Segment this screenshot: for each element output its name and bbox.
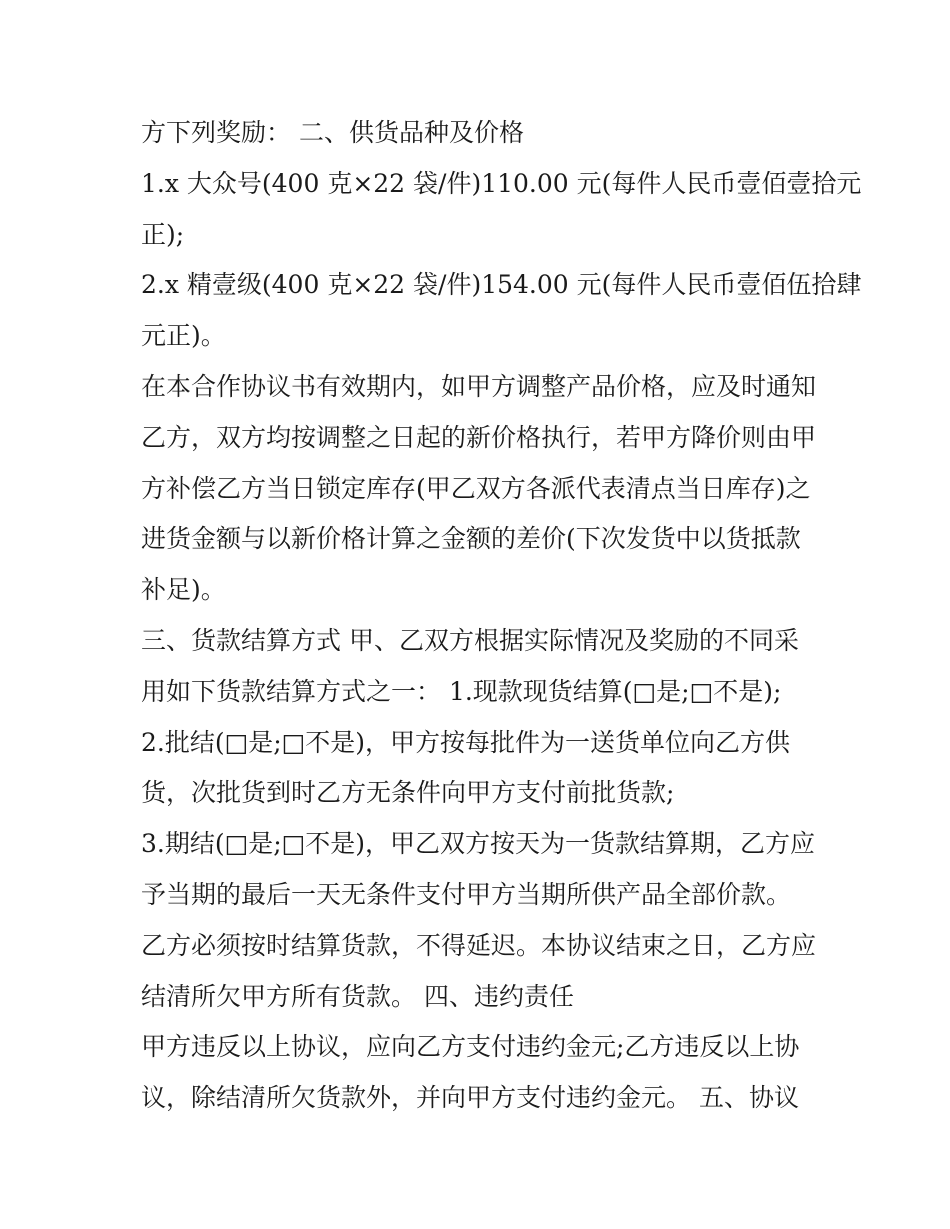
text-line: 2.x 精壹级(400 克×22 袋/件)154.00 元(每件人民币壹佰伍拾肆: [141, 270, 862, 300]
text-line: 方下列奖励： 二、供货品种及价格: [141, 118, 524, 147]
text-line: 3.期结(□是;□不是)，甲乙双方按天为一货款结算期，乙方应: [141, 829, 816, 859]
text-line: 货，次批货到时乙方无条件向甲方支付前批货款;: [141, 778, 675, 808]
text-line: 予当期的最后一天无条件支付甲方当期所供产品全部价款。: [141, 879, 792, 909]
text-line: 三、货款结算方式 甲、乙双方根据实际情况及奖励的不同采: [141, 625, 799, 655]
text-line: 2.批结(□是;□不是)，甲方按每批件为一送货单位向乙方供: [141, 727, 791, 757]
text-line: 元正)。: [141, 321, 226, 351]
text-line: 乙方必须按时结算货款，不得延迟。本协议结束之日，乙方应: [141, 930, 817, 960]
text-line: 议，除结清所欠货款外，并向甲方支付违约金元。 五、协议: [141, 1083, 799, 1113]
text-line: 甲方违反以上协议，应向乙方支付违约金元;乙方违反以上协: [141, 1032, 800, 1062]
text-line: 用如下货款结算方式之一： 1.现款现货结算(□是;□不是);: [141, 676, 782, 706]
text-line: 补足)。: [141, 575, 226, 605]
text-line: 1.x 大众号(400 克×22 袋/件)110.00 元(每件人民币壹佰壹拾元: [141, 168, 862, 198]
text-line: 方补偿乙方当日锁定库存(甲乙双方各派代表清点当日库存)之: [141, 473, 811, 503]
text-line: 进货金额与以新价格计算之金额的差价(下次发货中以货抵款: [141, 524, 801, 554]
document-body: [141, 108, 862, 1124]
text-line: 乙方，双方均按调整之日起的新价格执行，若甲方降价则由甲: [141, 422, 817, 452]
text-line: 结清所欠甲方所有货款。 四、违约责任: [141, 981, 574, 1011]
text-line: 在本合作协议书有效期内，如甲方调整产品价格，应及时通知: [141, 371, 817, 401]
text-line: 正);: [141, 219, 185, 249]
